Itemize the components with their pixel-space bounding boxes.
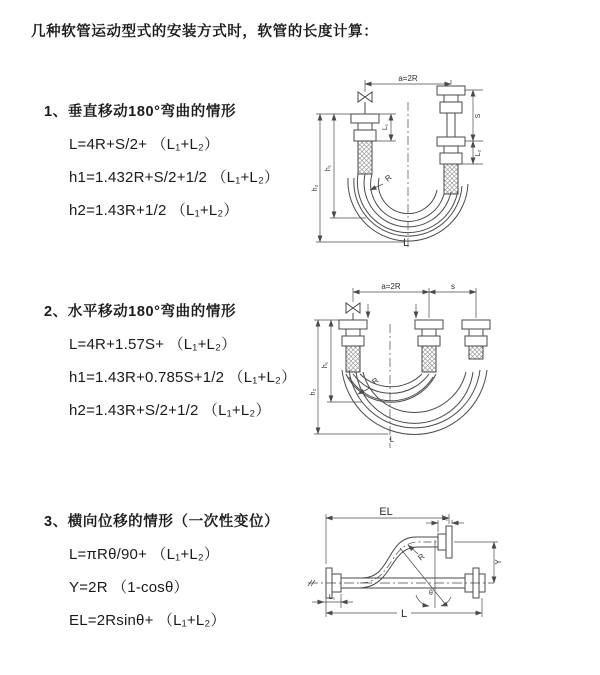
valve-icon (346, 303, 360, 320)
valve-icon (358, 92, 372, 114)
dimension-h1-h2 (314, 320, 388, 434)
formula-line: L=4R+S/2+ （L₁+L₂） (69, 136, 220, 153)
section-3-heading: 3、横向位移的情形（一次性变位） (44, 514, 280, 530)
vertical-180-bend-diagram (308, 66, 588, 258)
hose-s-curve (341, 537, 438, 588)
horizontal-180-bend-diagram (306, 280, 598, 458)
dim-label-y: Y (494, 559, 503, 565)
left-pipe-fitting (339, 320, 367, 372)
middle-pipe-fitting (415, 320, 443, 372)
section-lateral-displacement (44, 510, 279, 630)
formula-line: L=4R+1.57S+ （L₁+L₂） (69, 336, 237, 353)
left-pipe-fitting (351, 114, 379, 174)
section-1-heading: 1、垂直移动180°弯曲的情形 (44, 104, 237, 120)
formula-line: h1=1.43R+0.785S+1/2 （L₁+L₂） (69, 369, 297, 386)
angle-label: θ (429, 590, 433, 597)
dim-label-s: s (451, 282, 455, 291)
dim-label-l2: L₂ (475, 149, 482, 157)
radius-label: R (370, 375, 381, 387)
dim-label-l1: L₁ (382, 123, 389, 131)
dim-label-el: EL (379, 506, 393, 518)
formula-line: Y=2R （1-cosθ） (69, 579, 189, 596)
formula-line: h1=1.432R+S/2+1/2 （L₁+L₂） (69, 169, 280, 186)
dim-label-h1: h₁ (322, 361, 329, 369)
formula-line: EL=2Rsinθ+ （L₁+L₂） (69, 612, 226, 629)
dim-label-s: S (475, 113, 482, 119)
right-pipe-fitting (462, 320, 490, 359)
dim-label-h2: h₂ (310, 388, 317, 396)
dimension-el (326, 514, 449, 564)
formula-line: h2=1.43R+S/2+1/2 （L₁+L₂） (69, 402, 271, 419)
dim-label-h2: h₂ (312, 184, 319, 192)
length-label: L (402, 237, 410, 249)
locator-arrows (368, 304, 416, 318)
dim-label-span: a=2R (398, 74, 418, 83)
lateral-displacement-diagram (298, 498, 600, 640)
section-2-heading: 2、水平移动180°弯曲的情形 (44, 304, 237, 320)
length-label: L (389, 435, 395, 444)
length-label: L (400, 608, 408, 620)
dim-label-h1: h₁ (325, 164, 332, 172)
radius-leader (370, 184, 383, 190)
formula-line: L=πRθ/90+ （L₁+L₂） (69, 546, 220, 563)
radius-leader (408, 545, 418, 554)
dimension-span (353, 288, 476, 318)
dim-label-l1: L₁ (328, 594, 336, 601)
dim-label-span: a=2R (381, 282, 401, 291)
section-horizontal-movement (44, 300, 296, 420)
formula-line: h2=1.43R+1/2 （L₁+L₂） (69, 202, 239, 219)
right-pipe-fitting (437, 86, 465, 194)
upper-flange (438, 526, 452, 558)
section-vertical-movement (44, 100, 279, 220)
dim-label-l2: L₂ (441, 515, 449, 522)
page-title: 几种软管运动型式的安装方式时，软管的长度计算： (31, 24, 379, 40)
radius-label: R (383, 172, 394, 184)
radius-label: R (416, 551, 427, 563)
dimension-y (454, 542, 498, 583)
